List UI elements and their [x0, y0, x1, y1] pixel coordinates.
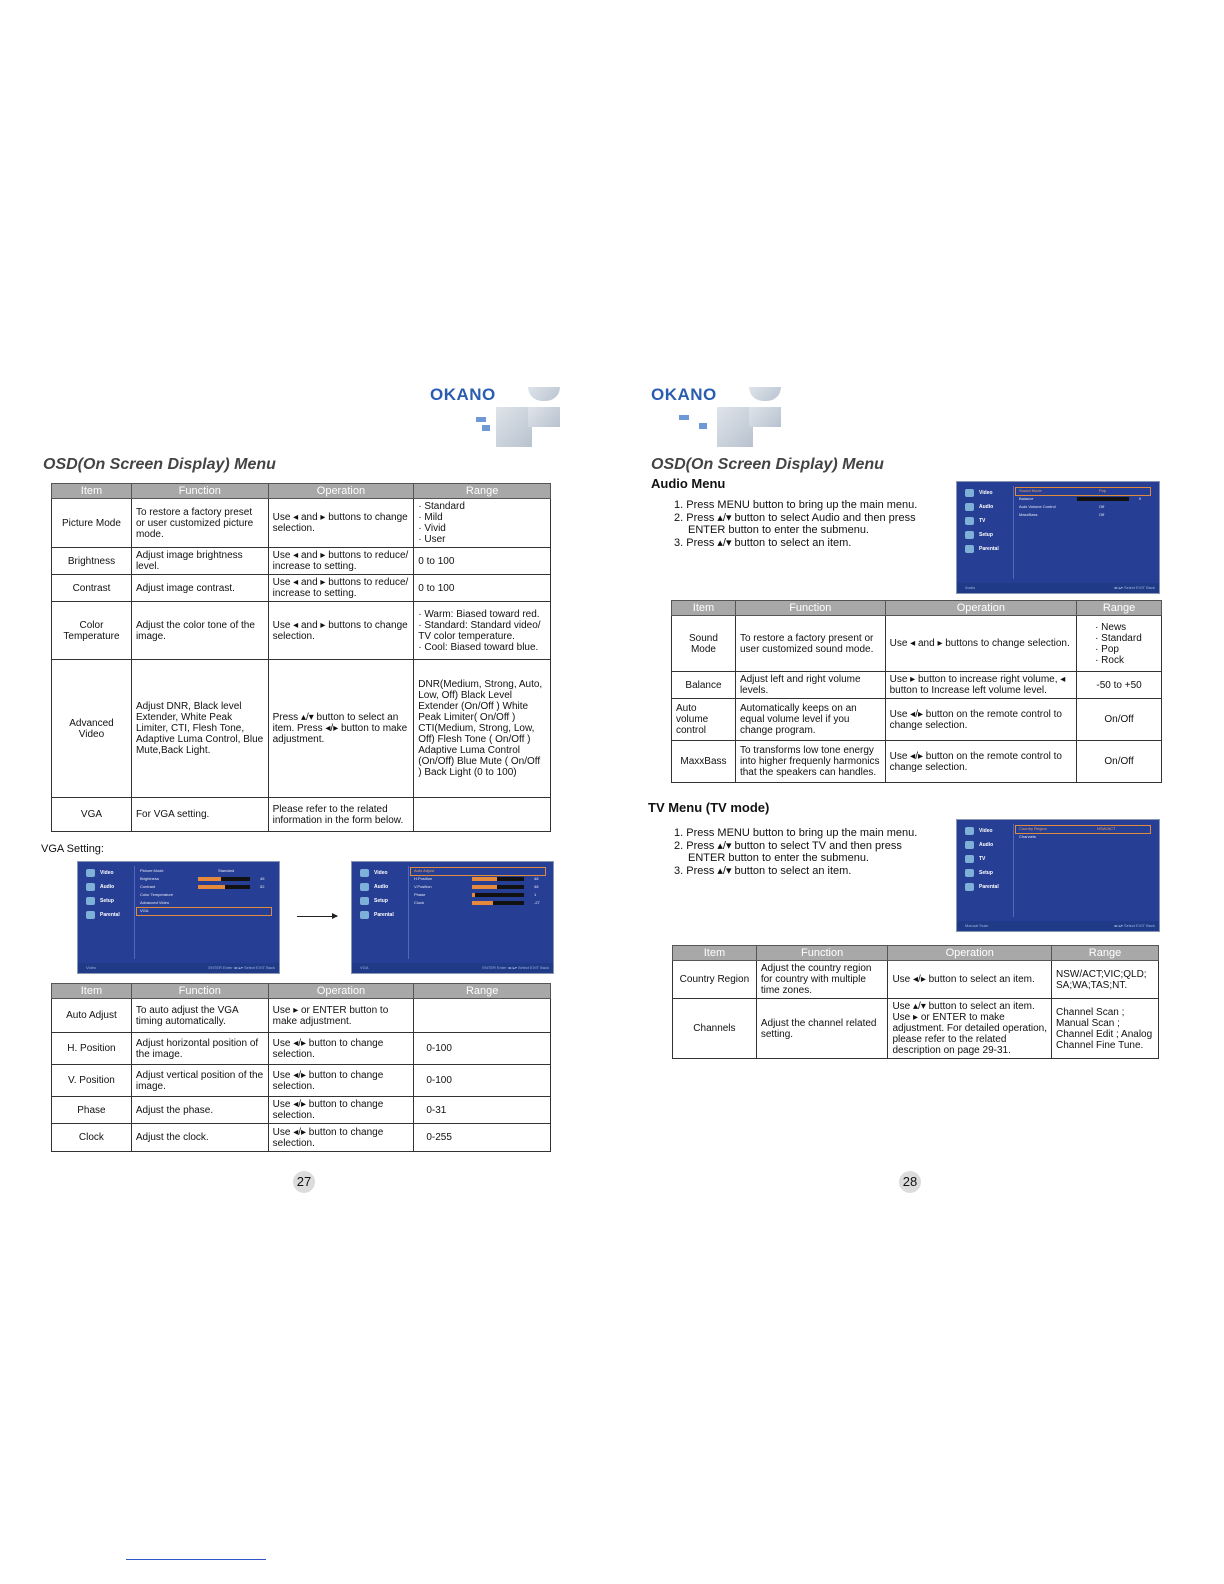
col-header-item: Item [52, 984, 132, 999]
table-row [52, 1097, 551, 1124]
row-item: MaxxBass [672, 741, 736, 783]
row-range: On/Off [1077, 699, 1162, 741]
row-function: Adjust the country region for country with multiple time zones. [756, 961, 888, 999]
step-item: 3. Press ▴/▾ button to select an item. [674, 864, 852, 877]
osd-value: 52 [260, 884, 265, 889]
row-operation: Use ▴/▾ button to select an item. Use ▸ or ENTER to make adjustment. For detailed operation, please refer to the related description on page 29-31. [888, 999, 1052, 1059]
osd-menu-item: Setup [961, 528, 1011, 542]
col-header-function: Function [735, 601, 885, 616]
osd-menu-item: TV [961, 514, 1011, 528]
phase-bar [472, 893, 524, 897]
row-item: H. Position [52, 1033, 132, 1065]
row-range: 0-255 [414, 1124, 551, 1152]
vga-setting-label: VGA Setting: [41, 843, 104, 855]
osd-footer-title: Audio [965, 585, 976, 590]
range-option: · Mild [418, 512, 546, 523]
osd-side-menu [961, 824, 1011, 894]
osd-row: V.Position [414, 884, 432, 889]
osd-row: H.Position [414, 876, 433, 881]
step-item: 1. Press MENU button to bring up the main menu. [674, 499, 918, 511]
row-operation: Use ◂ and ▸ buttons to reduce/ increase to setting. [268, 575, 414, 602]
range-option: · Standard: Standard video/ TV color temperature. [418, 620, 546, 642]
osd-menu-item: Parental [961, 542, 1011, 556]
osd-menu-item: Setup [82, 894, 132, 908]
row-operation: Use ◂ and ▸ buttons to change selection. [885, 616, 1076, 672]
col-header-item: Item [673, 946, 757, 961]
tv-menu-table [672, 945, 1159, 1059]
osd-video-screenshot [77, 861, 280, 974]
row-range [414, 798, 551, 832]
brand-name: OKANO [430, 385, 496, 404]
row-item: V. Position [52, 1065, 132, 1097]
col-header-operation: Operation [268, 984, 414, 999]
osd-row: Brightness [140, 876, 159, 881]
row-function: Adjust horizontal position of the image. [131, 1033, 268, 1065]
row-range: -50 to +50 [1077, 672, 1162, 699]
osd-footer [957, 921, 1159, 931]
range-option: · User [418, 534, 546, 545]
tv-steps [670, 827, 940, 877]
osd-footer [78, 963, 279, 973]
osd-row: Advanced Video [140, 900, 170, 905]
row-function: Automatically keeps on an equal volume level if you change program. [735, 699, 885, 741]
row-operation: Use ◂/▸ button to change selection. [268, 1033, 414, 1065]
row-item: Contrast [52, 575, 132, 602]
osd-menu-item: Video [961, 486, 1011, 500]
row-function: Adjust the color tone of the image. [131, 602, 268, 660]
row-range: On/Off [1077, 741, 1162, 783]
row-function: Adjust DNR, Black level Extender, White Peak Limiter, CTI, Flesh Tone, Adaptive Luma Control, Blue Mute,Back Light. [131, 660, 268, 798]
col-header-function: Function [756, 946, 888, 961]
osd-menu-item: Parental [82, 908, 132, 922]
okano-logo-left [430, 385, 570, 455]
row-function: To transforms low tone energy into higher frequenly harmonics that the speakers can handles. [735, 741, 885, 783]
table-row [52, 660, 551, 798]
row-range: DNR(Medium, Strong, Auto, Low, Off) Black Level Extender (On/Off ) White Peak Limiter( On/Off ) CTI(Medium, Strong, Low, Off) Flesh Tone ( On/Off ) Adaptive Luma Control (On/Off) Blue Mute ( On/Off ) Back Light (0 to 100) [414, 660, 551, 798]
osd-value: Off [1099, 512, 1105, 517]
osd-value: Standard [218, 868, 235, 873]
table-row [672, 616, 1162, 672]
tv-menu-title: TV Menu (TV mode) [648, 800, 770, 815]
table-row [673, 999, 1159, 1059]
step-item: 1. Press MENU button to bring up the main menu. [674, 827, 918, 839]
row-range [1077, 616, 1162, 672]
row-item: Sound Mode [672, 616, 736, 672]
row-operation: Use ▸ or ENTER button to make adjustment. [268, 999, 414, 1033]
row-range [414, 999, 551, 1033]
table-row [52, 548, 551, 575]
col-header-operation: Operation [888, 946, 1052, 961]
osd-value: 0 [1139, 496, 1142, 501]
col-header-range: Range [414, 484, 551, 499]
row-operation: Press ▴/▾ button to select an item. Press ◂/▸ button to make adjustment. [268, 660, 414, 798]
osd-row: VGA [140, 908, 149, 913]
row-range: 0 to 100 [414, 548, 551, 575]
audio-menu-table [671, 600, 1162, 783]
row-item: Channels [673, 999, 757, 1059]
osd-row: MaxxBass [1019, 512, 1038, 517]
osd-footer-keys: ENTER Enter ◂▸/▴▾ Select EXIT Back [208, 965, 275, 970]
table-row [672, 672, 1162, 699]
row-operation: Use ◂ and ▸ buttons to change selection. [268, 602, 414, 660]
balance-bar [1077, 497, 1129, 501]
contrast-bar [198, 885, 250, 889]
table-row [52, 798, 551, 832]
col-header-item: Item [672, 601, 736, 616]
osd-row: Country Region [1019, 826, 1047, 831]
osd-menu-item: TV [961, 852, 1011, 866]
video-menu-table [51, 483, 551, 832]
row-item: Auto Adjust [52, 999, 132, 1033]
osd-menu-item: Video [356, 866, 406, 880]
table-row [52, 999, 551, 1033]
osd-side-menu [961, 486, 1011, 556]
range-option: · Pop [1095, 644, 1157, 655]
osd-footer-title: Manual Scan [965, 923, 989, 928]
row-item: Brightness [52, 548, 132, 575]
table-row [52, 1124, 551, 1152]
col-header-function: Function [131, 484, 268, 499]
osd-row: Channels [1019, 834, 1036, 839]
row-operation: Use ◂ and ▸ buttons to reduce/ increase to setting. [268, 548, 414, 575]
row-operation: Use ◂/▸ button to change selection. [268, 1124, 414, 1152]
table-row [672, 741, 1162, 783]
audio-steps [670, 499, 940, 549]
osd-value: Off [1099, 504, 1105, 509]
row-item: Color Temperature [52, 602, 132, 660]
row-item: VGA [52, 798, 132, 832]
range-option: · News [1095, 622, 1157, 633]
osd-footer [352, 963, 553, 973]
arrow-icon [297, 916, 337, 917]
row-item: Clock [52, 1124, 132, 1152]
row-item: Country Region [673, 961, 757, 999]
table-row [52, 1033, 551, 1065]
osd-footer-keys: ◂▸/▴▾ Select EXIT Back [1113, 585, 1155, 590]
osd-footer-keys: ENTER Enter ◂▸/▴▾ Select EXIT Back [482, 965, 549, 970]
osd-row: Clock [414, 900, 425, 905]
col-header-range: Range [1077, 601, 1162, 616]
col-header-operation: Operation [885, 601, 1076, 616]
col-header-operation: Operation [268, 484, 414, 499]
row-function: Adjust image contrast. [131, 575, 268, 602]
row-range: 0 to 100 [414, 575, 551, 602]
row-range: NSW/ACT;VIC;QLD; SA;WA;TAS;NT. [1052, 961, 1159, 999]
row-range: 0-31 [414, 1097, 551, 1124]
row-range [414, 602, 551, 660]
osd-row: Color Temperature [140, 892, 174, 897]
osd-footer-title: Video [86, 965, 97, 970]
row-function: For VGA setting. [131, 798, 268, 832]
osd-side-menu [82, 866, 132, 922]
row-operation: Use ◂/▸ button to select an item. [888, 961, 1052, 999]
osd-menu-item: Video [82, 866, 132, 880]
row-operation: Use ◂/▸ button to change selection. [268, 1097, 414, 1124]
page-title-left: OSD(On Screen Display) Menu [43, 456, 276, 473]
osd-menu-item: Audio [82, 880, 132, 894]
brand-name: OKANO [651, 385, 717, 404]
osd-value: Pop [1099, 488, 1107, 493]
row-item: Advanced Video [52, 660, 132, 798]
osd-menu-item: Audio [356, 880, 406, 894]
osd-value: 48 [534, 884, 539, 889]
row-function: Adjust the phase. [131, 1097, 268, 1124]
brightness-bar [198, 877, 250, 881]
osd-vga-screenshot [351, 861, 554, 974]
row-operation: Please refer to the related information in the form below. [268, 798, 414, 832]
hposition-bar [472, 877, 524, 881]
osd-tv-screenshot [956, 819, 1160, 932]
osd-selection [136, 907, 272, 916]
osd-row: Sound Mode [1019, 488, 1042, 493]
row-item: Auto volume control [672, 699, 736, 741]
row-item: Picture Mode [52, 499, 132, 548]
range-option: · Standard [418, 501, 546, 512]
page-number-left: 27 [293, 1171, 315, 1193]
range-option: · Vivid [418, 523, 546, 534]
audio-menu-title: Audio Menu [651, 476, 726, 491]
osd-menu-item: Audio [961, 500, 1011, 514]
table-row [52, 1065, 551, 1097]
osd-menu-item: Setup [961, 866, 1011, 880]
row-function: To restore a factory present or user customized sound mode. [735, 616, 885, 672]
table-row [52, 602, 551, 660]
osd-footer-keys: ◂▸/▴▾ Select EXIT Back [1113, 923, 1155, 928]
osd-value: NSW/ACT [1097, 826, 1116, 831]
row-item: Phase [52, 1097, 132, 1124]
osd-menu-item: Audio [961, 838, 1011, 852]
col-header-range: Range [1052, 946, 1159, 961]
row-item: Balance [672, 672, 736, 699]
osd-value: 1 [534, 892, 537, 897]
osd-row: Picture Mode [140, 868, 164, 873]
row-operation: Use ◂/▸ button to change selection. [268, 1065, 414, 1097]
range-option: · Rock [1095, 655, 1157, 666]
step-item: 3. Press ▴/▾ button to select an item. [674, 536, 852, 549]
osd-value: -27 [534, 900, 540, 905]
row-function: Adjust the channel related setting. [756, 999, 888, 1059]
row-operation: Use ◂ and ▸ buttons to change selection. [268, 499, 414, 548]
osd-footer [957, 583, 1159, 593]
range-option: · Cool: Biased toward blue. [418, 642, 546, 653]
range-option: · Standard [1095, 633, 1157, 644]
footer-rule [126, 1559, 266, 1560]
osd-row: Auto Adjust [414, 868, 435, 873]
osd-menu-item: Video [961, 824, 1011, 838]
row-function: Adjust image brightness level. [131, 548, 268, 575]
row-function: Adjust vertical position of the image. [131, 1065, 268, 1097]
step-item: 2. Press ▴/▾ button to select Audio and then press ENTER button to enter the submenu. [674, 511, 916, 536]
row-function: To restore a factory preset or user customized picture mode. [131, 499, 268, 548]
osd-value: 48 [534, 876, 539, 881]
osd-row: Auto Volume Control [1019, 504, 1056, 509]
okano-logo-right [651, 385, 791, 455]
table-row [52, 575, 551, 602]
step-item: 2. Press ▴/▾ button to select TV and then press ENTER button to enter the submenu. [674, 839, 902, 864]
row-operation: Use ◂/▸ button on the remote control to change selection. [885, 699, 1076, 741]
clock-bar [472, 901, 524, 905]
osd-menu-item: Setup [356, 894, 406, 908]
row-operation: Use ▸ button to increase right volume, ◂ button to Increase left volume level. [885, 672, 1076, 699]
osd-side-menu [356, 866, 406, 922]
table-row [672, 699, 1162, 741]
row-range: 0-100 [414, 1033, 551, 1065]
page-number-right: 28 [899, 1171, 921, 1193]
table-row [52, 499, 551, 548]
osd-row: Balance [1019, 496, 1034, 501]
vposition-bar [472, 885, 524, 889]
col-header-function: Function [131, 984, 268, 999]
row-range: Channel Scan ; Manual Scan ; Channel Edit ; Analog Channel Fine Tune. [1052, 999, 1159, 1059]
page-title-right: OSD(On Screen Display) Menu [651, 456, 884, 473]
col-header-range: Range [414, 984, 551, 999]
row-function: Adjust left and right volume levels. [735, 672, 885, 699]
row-operation: Use ◂/▸ button on the remote control to change selection. [885, 741, 1076, 783]
osd-footer-title: VGA [360, 965, 369, 970]
vga-table [51, 983, 551, 1152]
col-header-item: Item [52, 484, 132, 499]
row-function: To auto adjust the VGA timing automatically. [131, 999, 268, 1033]
osd-row: Phase [414, 892, 426, 897]
osd-audio-screenshot [956, 481, 1160, 594]
osd-value: 45 [260, 876, 265, 881]
row-function: Adjust the clock. [131, 1124, 268, 1152]
osd-menu-item: Parental [356, 908, 406, 922]
osd-row: Contrast [140, 884, 156, 889]
table-row [673, 961, 1159, 999]
row-range: 0-100 [414, 1065, 551, 1097]
range-option: · Warm: Biased toward red. [418, 609, 546, 620]
osd-menu-item: Parental [961, 880, 1011, 894]
row-range [414, 499, 551, 548]
